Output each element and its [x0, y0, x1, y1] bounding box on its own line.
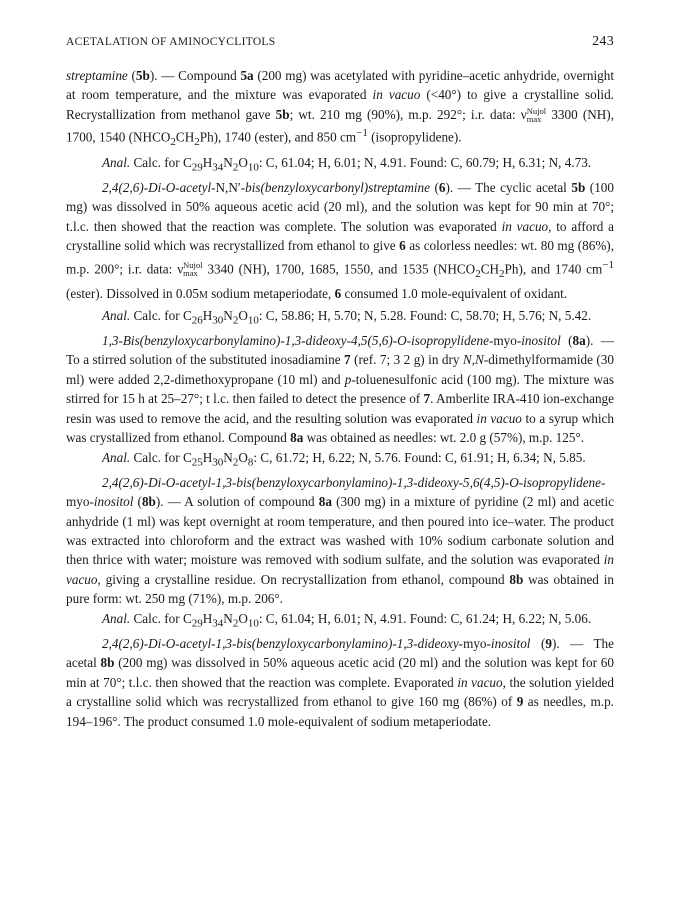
paragraph-5b-prep: streptamine (5b). — Compound 5a (200 mg) was acetylated with pyridine–acetic anhydride, overnight at room temperature, and the mixture was evaporated in vacuo (<40°) to give a crystalline solid. Recrystallization from methanol gave 5b; wt. 210 mg (90%), m.p. 292°; i.r. data: ν Nujol max 3300 (NH), 1700, 1540 $(NHCO_2CH_2Ph)$, 1740 (ester), and 850 $cm^{-1}$ (isopropylidene).: [66, 68, 614, 149]
page-number: 243: [592, 34, 614, 49]
paragraph-compound-9: 2,4(2,6)-Di-O-acetyl-1,3-bis(benzyloxycarbonylamino)-1,3-dideoxy-myo-inositol (9). — The acetal 8b (200 mg) was dissolved in 50% aqueous acetic acid (20 ml) and the solution was kept for 60 min at 70°; t.l.c. then showed that the reaction was complete. Evaporated in vacuo, the solution yielded a crystalline solid which was recrystallized from ethanol to give 160 mg (86%) of 9 as needles, m.p. 194–196°. The product consumed 1.0 mole-equivalent of sodium metaperiodate.: [66, 635, 614, 729]
paragraph-8b-analysis: Anal. Calc. for $C_{29}H_{34}N_2O_{10}$: C, 61.04; H, 6.01; N, 4.91. Found: C, 61.24; H, 6.22; N, 5.06.: [102, 610, 592, 630]
paragraph-5b-analysis: Anal. Calc. for $C_{29}H_{34}N_2O_{10}$: C, 61.04; H, 6.01; N, 4.91. Found: C, 60.79; H, 6.31; N, 4.73.: [102, 154, 592, 174]
paragraph-6-analysis: Anal. Calc. for $C_{26}H_{30}N_2O_{10}$: C, 58.86; H, 5.70; N, 5.28. Found: C, 58.70; H, 5.76; N, 5.42.: [102, 307, 592, 327]
paragraph-8a-analysis: Anal. Calc. for $C_{25}H_{30}N_2O_8$: C, 61.72; H, 6.22; N, 5.76. Found: C, 61.91; H, 6.34; N, 5.85.: [102, 449, 586, 469]
paragraph-compound-8a: 1,3-Bis(benzyloxycarbonylamino)-1,3-dideoxy-4,5(5,6)-O-isopropylidene-myo-inositol (8a). — To a stirred solution of the substituted inosadiamine 7 (ref. 7; 3 2 g) in dry N,N-dimethylformamide (30 ml) were added 2,2-dimethoxypropane (10 ml) and p-toluenesulfonic acid (100 mg). The mixture was stirred for 15 h at 25–27°; t l.c. then failed to detect the presence of 7. Amberlite IRA-410 ion-exchange resin was used to remove the acid, and the resulting solution was evaporated in vacuo to a syrup which was crystallized from ethanol. Compound 8a was obtained as needles: wt. 2.0 g (57%), m.p. 125°.: [66, 332, 614, 446]
article-body: [66, 66, 614, 731]
paragraph-compound-6: 2,4(2,6)-Di-O-acetyl-N,N′-bis(benzyloxycarbonyl)streptamine (6). — The cyclic acetal 5b (100 mg) was dissolved in 50% aqueous acetic acid (20 ml), and the solution was kept for 90 min at 70°; t.l.c. then showed that the reaction was complete. The solution was evaporated in vacuo, to afford a crystalline solid which was recrystallized from ethanol to give 6 as colorless needles: wt. 80 mg (86%), m.p. 200°; i.r. data: ν Nujol max 3340 (NH), 1700, 1685, 1550, and 1535 $(NHCO_2CH_2Ph)$, and 1740 $cm^{-1}$ (ester). Dissolved in 0.05M sodium metaperiodate, 6 consumed 1.0 mole-equivalent of oxidant.: [66, 179, 614, 302]
paragraph-compound-8b: 2,4(2,6)-Di-O-acetyl-1,3-bis(benzyloxycarbonylamino)-1,3-dideoxy-5,6(4,5)-O-isopropylidene-myo-inositol (8b). — A solution of compound 8a (300 mg) in a mixture of pyridine (2 ml) and acetic anhydride (1 ml) was kept overnight at room temperature, and then poured into ice–water. The product was extracted into chloroform and the extract was washed with 10% sodium carbonate solution and then thrice with water; moisture was removed with sodium sulfate, and the solution was evaporated in vacuo, giving a crystalline residue. On recrystallization from ethanol, compound 8b was obtained in pure form: wt. 250 mg (71%), m.p. 206°.: [66, 474, 614, 607]
running-title: ACETALATION OF AMINOCYCLITOLS: [66, 36, 276, 48]
